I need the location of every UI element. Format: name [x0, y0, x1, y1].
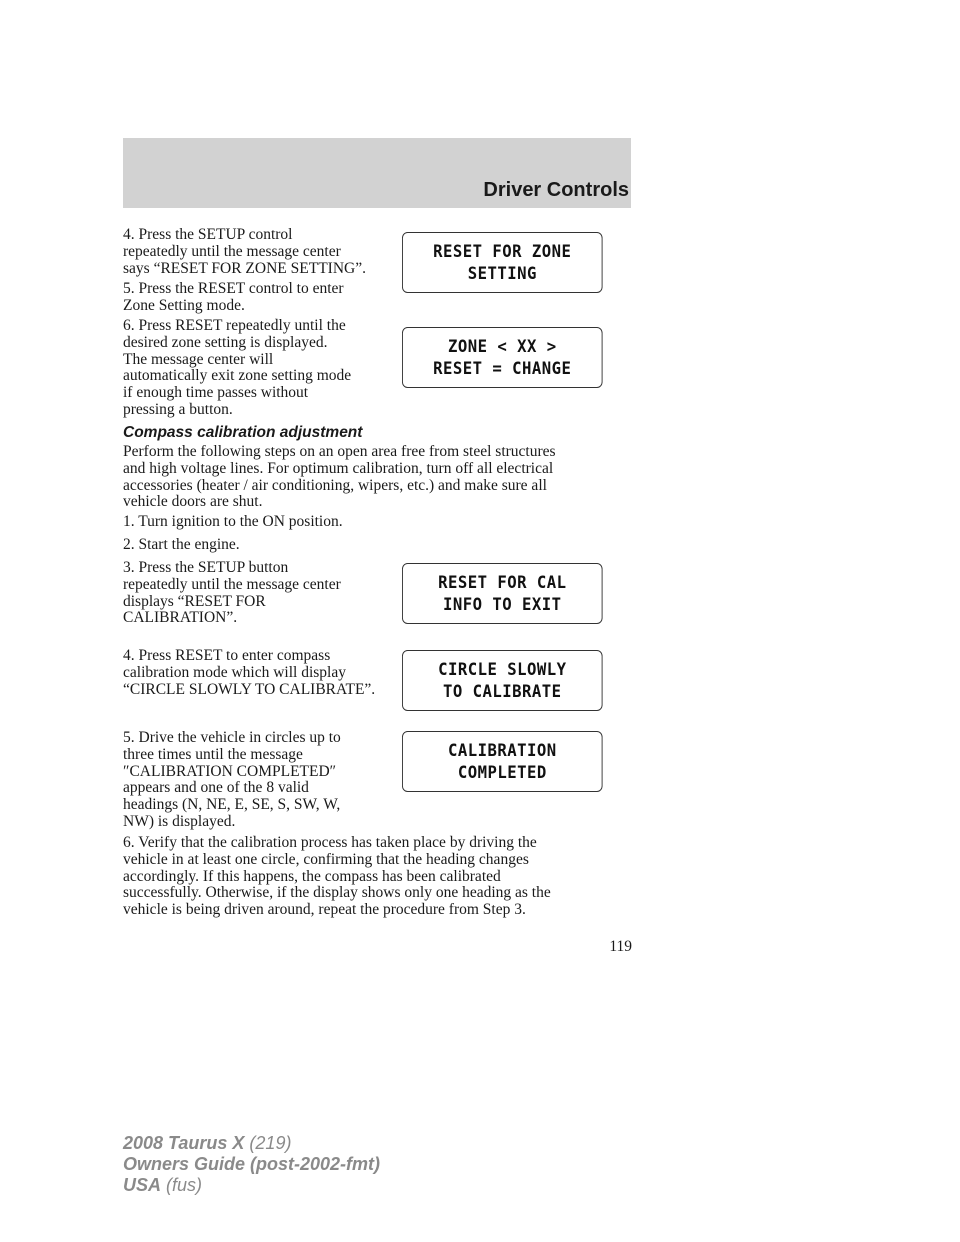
display-line: CIRCLE SLOWLY [438, 659, 567, 680]
document-footer [123, 1133, 380, 1196]
display-line: INFO TO EXIT [443, 594, 562, 615]
page-number: 119 [609, 938, 632, 955]
footer-model-code: (219) [249, 1133, 292, 1153]
zone-step-4: 4. Press the SETUP control repeatedly until the message center says “RESET FOR ZONE SETTING”. [123, 226, 366, 277]
display-line: CALIBRATION [447, 740, 557, 761]
display-calibration-completed [402, 731, 603, 792]
zone-step-5: 5. Press the RESET control to enter Zone Setting mode. [123, 280, 344, 314]
display-line: RESET FOR CAL [438, 572, 567, 593]
compass-intro: Perform the following steps on an open area free from steel structures and high voltage lines. For optimum calibration, turn off all electrical accessories (heater / air conditioning, wipers, etc.) and make sure all vehicle doors are shut. [123, 443, 556, 511]
compass-heading: Compass calibration adjustment [123, 424, 363, 441]
footer-market-code: (fus) [166, 1175, 203, 1195]
display-line: ZONE < XX > [447, 336, 557, 357]
display-reset-for-cal [402, 563, 603, 624]
display-zone-change [402, 327, 603, 388]
compass-step-1: 1. Turn ignition to the ON position. [123, 513, 343, 530]
section-header [123, 138, 631, 208]
footer-line-1 [123, 1133, 380, 1154]
compass-step-4: 4. Press RESET to enter compass calibration mode which will display “CIRCLE SLOWLY TO CALIBRATE”. [123, 647, 376, 698]
compass-step-3: 3. Press the SETUP button repeatedly until the message center displays “RESET FOR CALIBRATION”. [123, 559, 341, 627]
display-line: COMPLETED [457, 762, 547, 783]
display-line: TO CALIBRATE [443, 681, 562, 702]
footer-model: 2008 Taurus X [123, 1133, 245, 1153]
section-title: Driver Controls [483, 179, 629, 201]
display-line: RESET = CHANGE [433, 358, 572, 379]
footer-line-3 [123, 1175, 380, 1196]
footer-line-2 [123, 1154, 380, 1175]
compass-step-5: 5. Drive the vehicle in circles up to three times until the message ″CALIBRATION COMPLETED″ appears and one of the 8 valid headings (N, NE, E, SE, S, SW, W, NW) is displayed. [123, 729, 341, 830]
display-reset-for-zone-setting [402, 232, 603, 293]
compass-step-6: 6. Verify that the calibration process has taken place by driving the vehicle in at least one circle, confirming that the heading changes accordingly. If this happens, the compass has been calibrated successfully. Otherwise, if the display shows only one heading as the vehicle is being driven around, repeat the procedure from Step 3. [123, 834, 551, 919]
display-circle-slowly [402, 650, 603, 711]
display-line: RESET FOR ZONE [433, 241, 572, 262]
footer-market: USA [123, 1175, 162, 1195]
zone-step-6: 6. Press RESET repeatedly until the desired zone setting is displayed. The message center will automatically exit zone setting mode if enough time passes without pressing a button. [123, 317, 352, 418]
compass-step-2: 2. Start the engine. [123, 536, 240, 553]
display-line: SETTING [467, 263, 537, 284]
footer-guide: Owners Guide (post-2002-fmt) [123, 1154, 381, 1174]
